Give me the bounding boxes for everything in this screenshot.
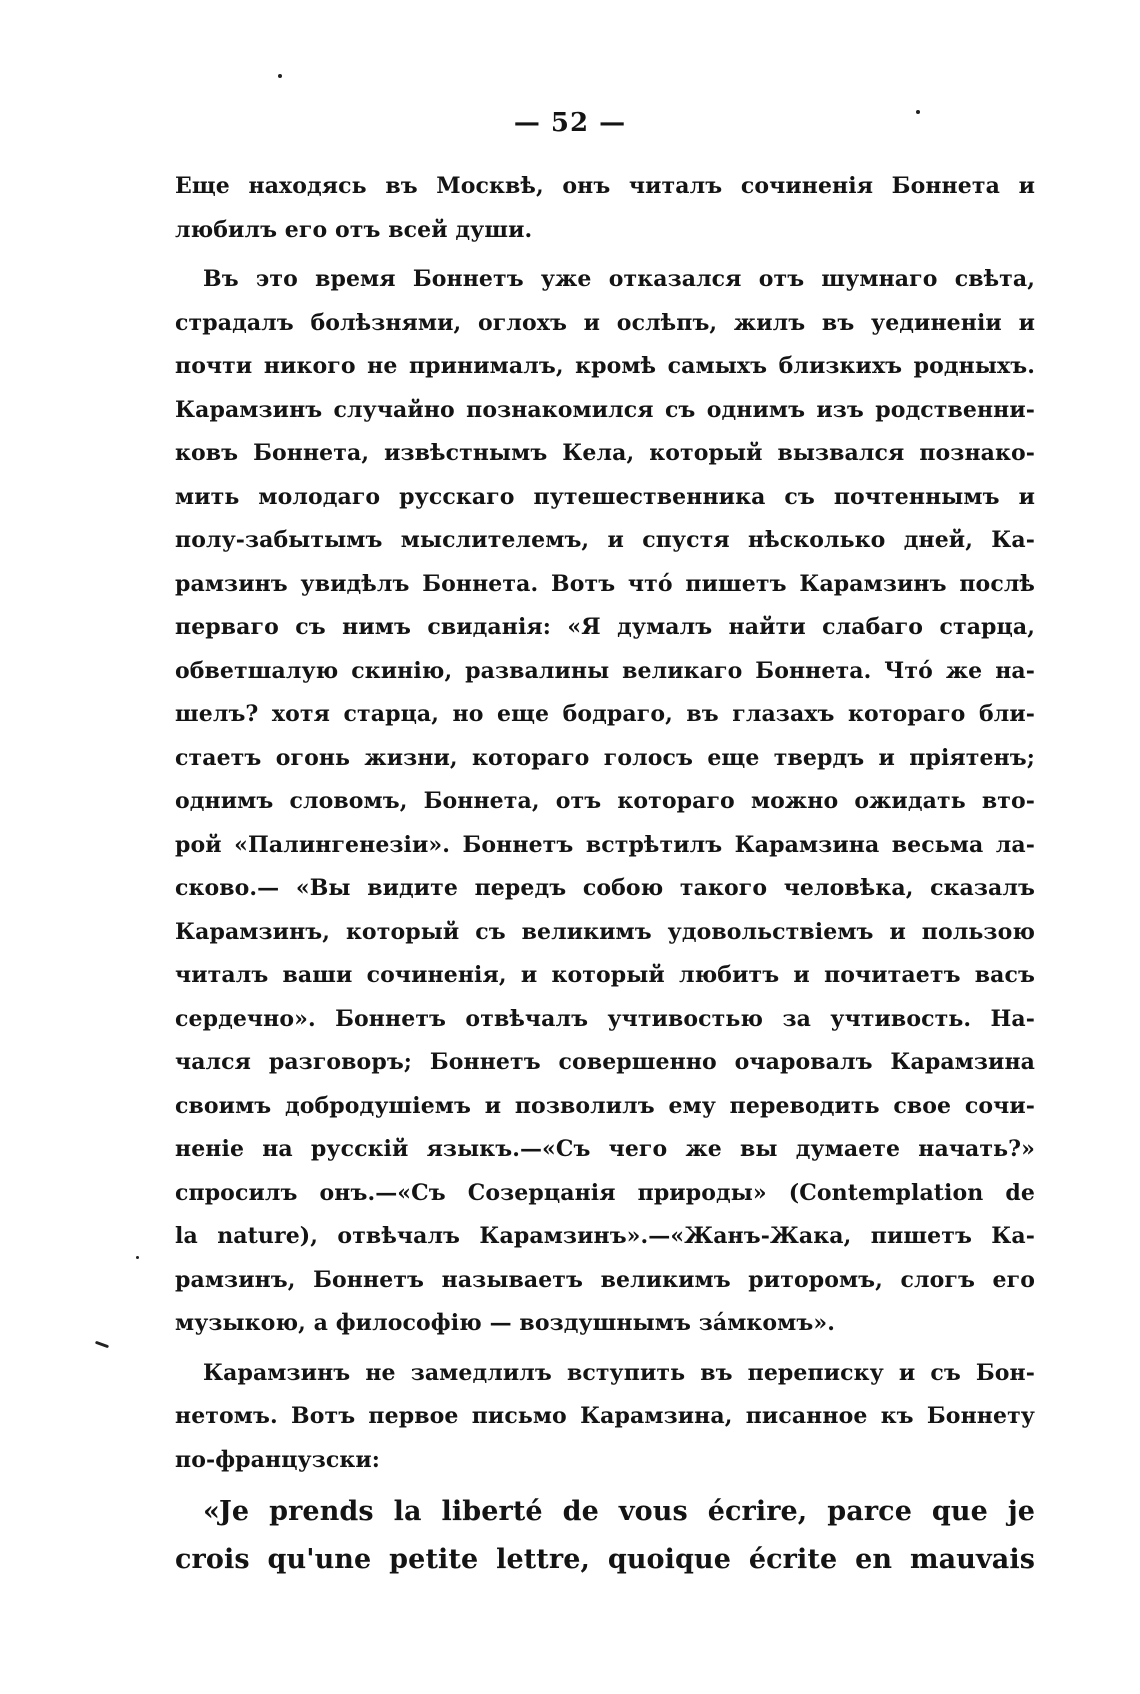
text-line: страдалъ болѣзнями, оглохъ и ослѣпъ, жилъ въ уединеніи и [175,309,1035,336]
text-line: читалъ ваши сочиненія, и который любитъ и почитаетъ васъ [175,962,1035,988]
text-line: la nature), отвѣчалъ Карамзинъ».—«Жанъ-Жака, пишетъ Ка- [175,1223,1035,1249]
text-line: полу-забытымъ мыслителемъ, и спустя нѣсколько дней, Ка- [175,527,1035,553]
text-line: Еще находясь въ Москвѣ, онъ читалъ сочиненія Боннета и [175,173,1035,199]
text-line: Карамзинъ не замедлилъ вступить въ переписку и съ Бон- [203,1359,1035,1386]
text-line: Въ это время Боннетъ уже отказался отъ шумнаго свѣта, [203,266,1035,292]
text-line: чался разговоръ; Боннетъ совершенно очаровалъ Карамзина [175,1049,1035,1075]
text-line: рамзинъ увидѣлъ Боннета. Вотъ что́ пишетъ Карамзинъ послѣ [175,570,1035,597]
scan-speck [916,110,920,114]
text-line: нетомъ. Вотъ первое письмо Карамзина, писанное къ Боннету [175,1403,1035,1429]
scan-speck [278,74,282,78]
quote-line: crois qu'une petite lettre, quoique écrite en mauvais [175,1544,1035,1575]
quote-line: «Je prends la liberté de vous écrire, parce que je [203,1496,1035,1527]
text-line: музыкою, а философію — воздушнымъ за́мкомъ». [175,1310,835,1336]
text-line: по-французски: [175,1446,380,1473]
text-line: спросилъ онъ.—«Съ Созерцанія природы» (Contemplation de [175,1179,1035,1206]
text-line: шелъ? хотя старца, но еще бодраго, въ глазахъ котораго бли- [175,701,1035,727]
text-line: рой «Палингенезіи». Боннетъ встрѣтилъ Карамзина весьма ла- [175,831,1035,858]
text-line: обветшалую скинію, развалины великаго Боннета. Что́ же на- [175,657,1035,684]
scan-speck [95,1341,109,1349]
text-line: перваго съ нимъ свиданія: «Я думалъ найти слабаго старца, [175,614,1035,640]
text-line: Карамзинъ, который съ великимъ удовольствіемъ и пользою [175,918,1035,945]
text-line: стаетъ огонь жизни, котораго голосъ еще твердъ и пріятенъ; [175,744,1035,771]
text-line: сердечно». Боннетъ отвѣчалъ учтивостью за учтивость. На- [175,1005,1035,1032]
text-line: рамзинъ, Боннетъ называетъ великимъ риторомъ, слогъ его [175,1266,1035,1293]
text-line: однимъ словомъ, Боннета, отъ котораго можно ожидать вто- [175,788,1035,814]
text-line: Карамзинъ случайно познакомился съ однимъ изъ родственни- [175,396,1035,423]
text-line: своимъ добродушіемъ и позволилъ ему переводить свое сочи- [175,1092,1035,1119]
text-line: любилъ его отъ всей души. [175,216,533,243]
text-line: сково.— «Вы видите передъ собою такого человѣка, сказалъ [175,875,1035,901]
body-text [175,165,1035,1584]
text-line: мить молодаго русскаго путешественника съ почтеннымъ и [175,483,1035,510]
text-line: неніе на русскій языкъ.—«Съ чего же вы думаете начать?» [175,1136,1035,1162]
text-line: почти никого не принималъ, кромѣ самыхъ близкихъ родныхъ. [175,353,1035,379]
scan-speck [136,1256,139,1259]
text-line: ковъ Боннета, извѣстнымъ Кела, который вызвался познако- [175,440,1035,466]
page-number: — 52 — [513,108,627,138]
